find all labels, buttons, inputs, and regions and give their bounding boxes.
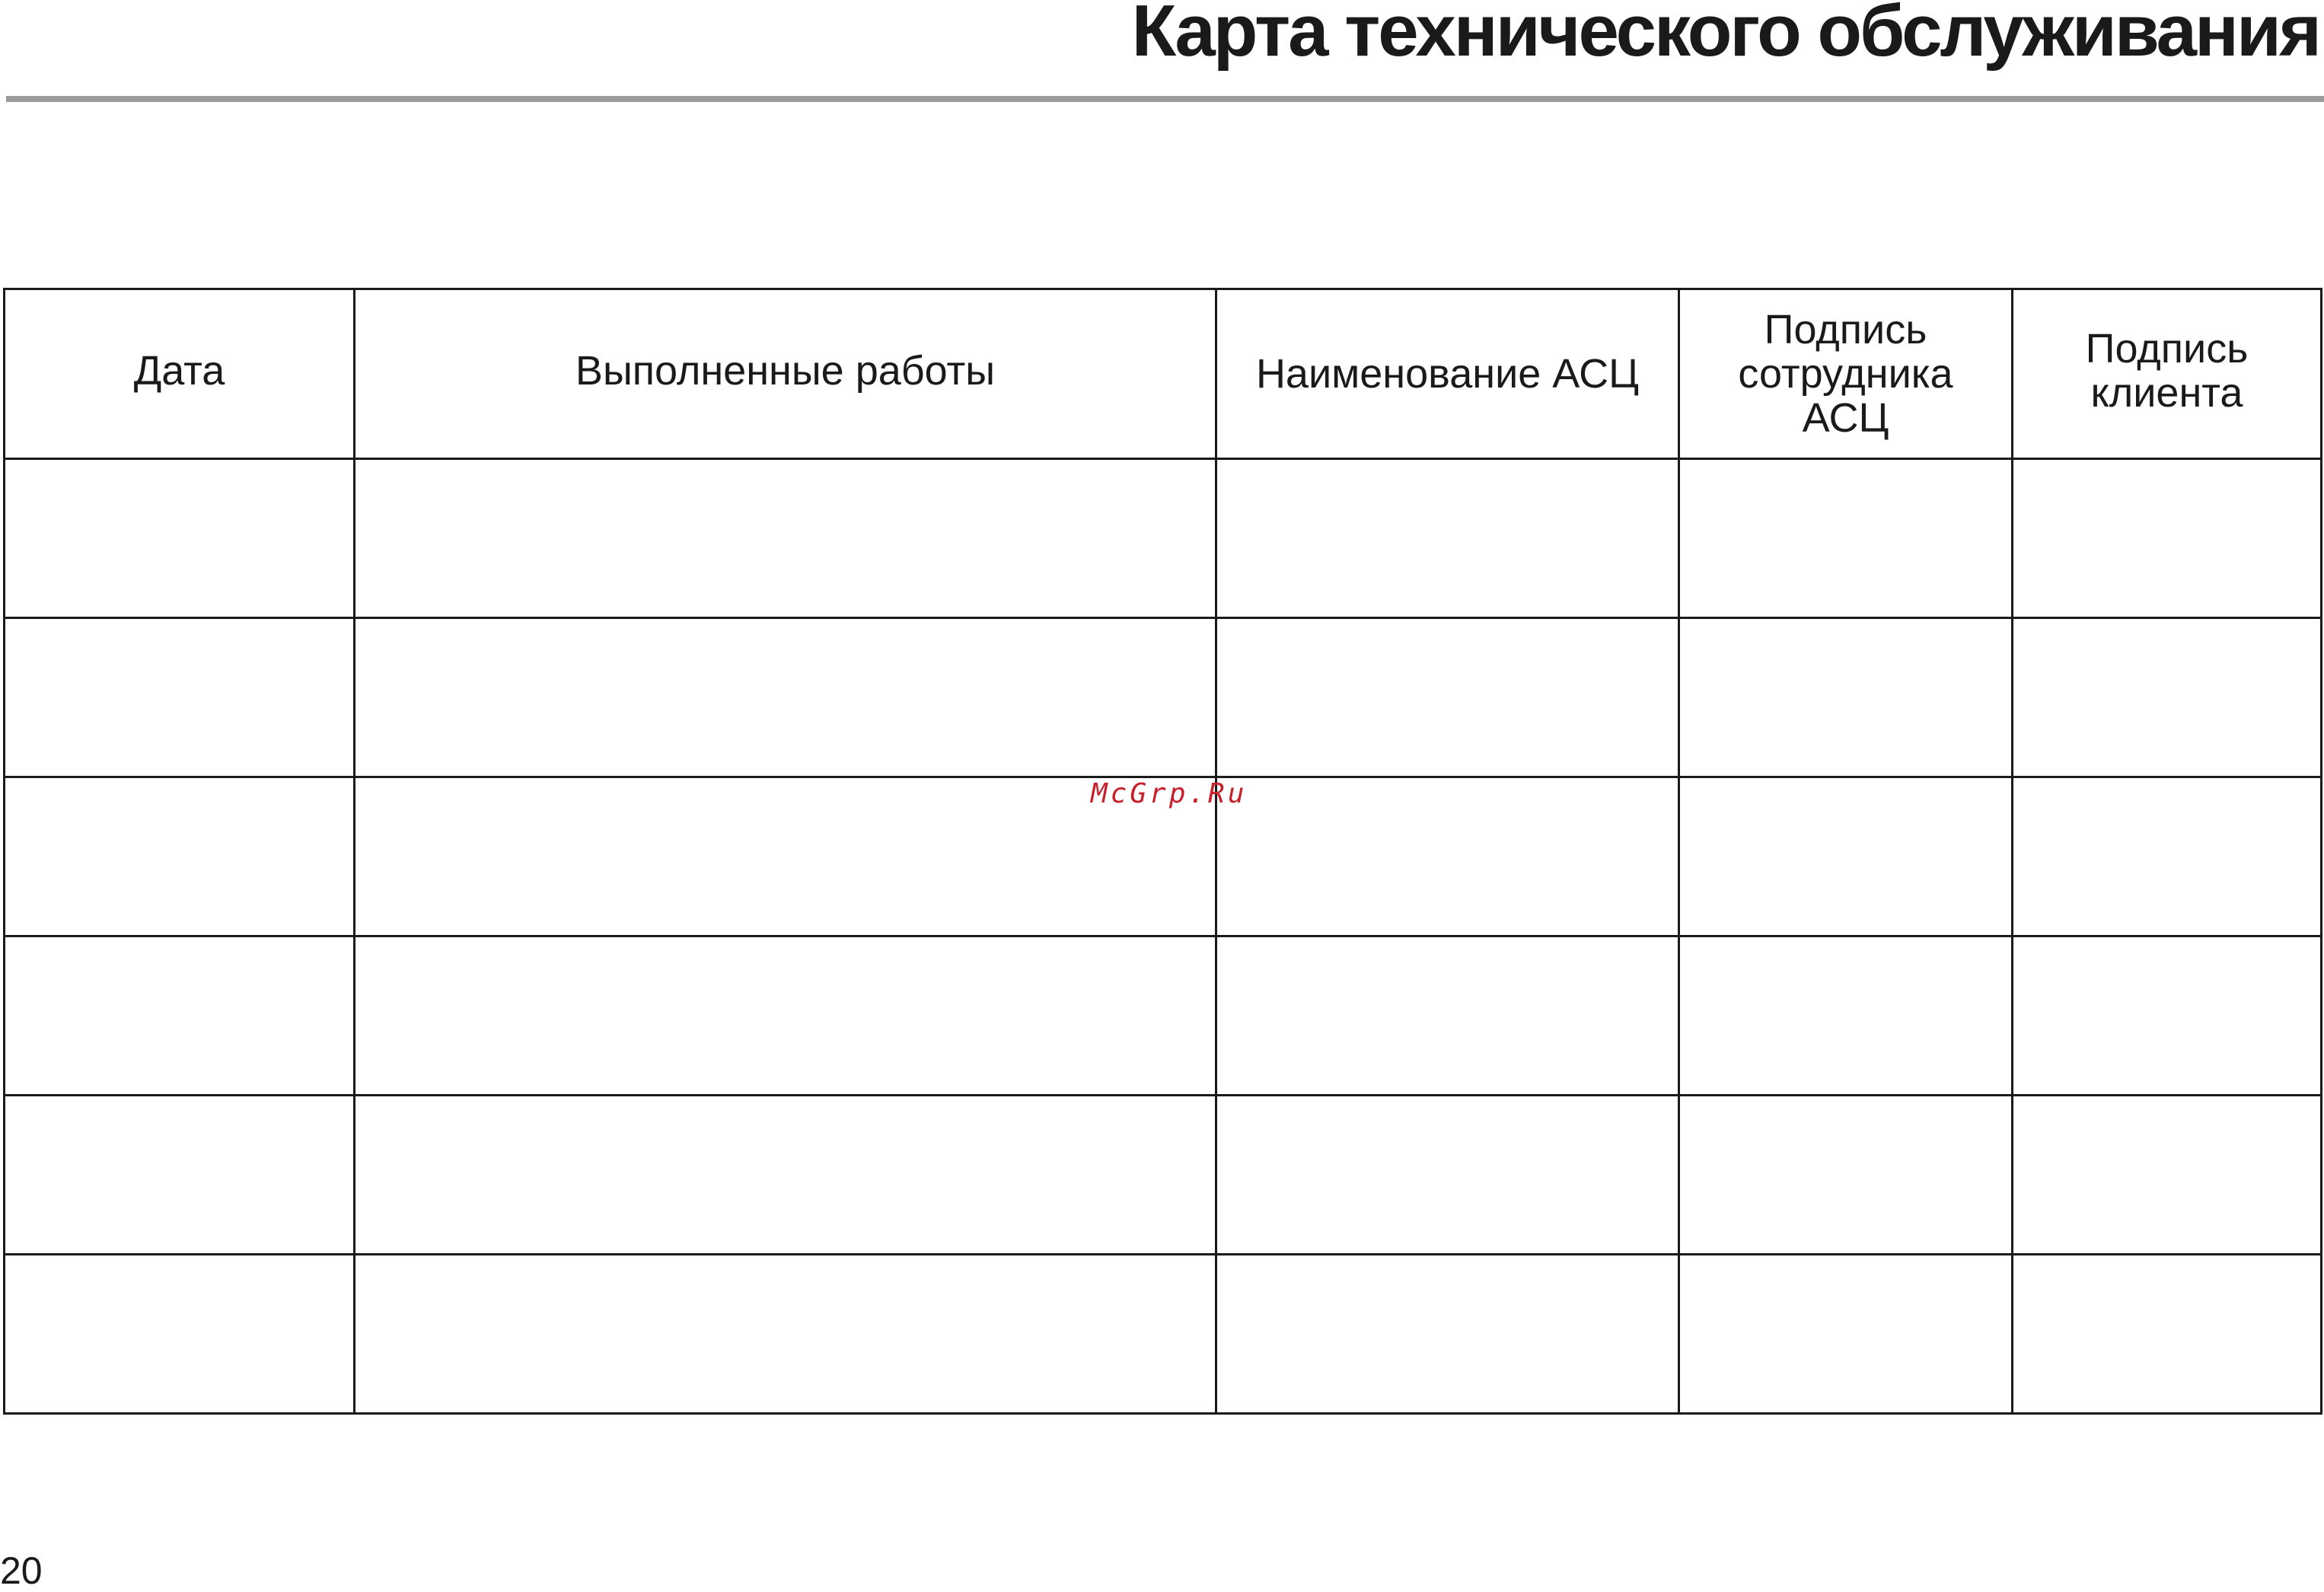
column-header-service-center-name: Наименование АСЦ (1216, 289, 1679, 459)
client-signature-cell[interactable] (2013, 936, 2322, 1096)
staff-signature-cell[interactable] (1679, 936, 2013, 1096)
column-header-date: Дата (5, 289, 355, 459)
work-done-cell[interactable] (355, 1096, 1216, 1255)
date-cell[interactable] (5, 459, 355, 618)
date-cell[interactable] (5, 618, 355, 777)
service-center-name-cell[interactable] (1216, 459, 1679, 618)
date-cell[interactable] (5, 1255, 355, 1414)
work-done-cell[interactable] (355, 777, 1216, 936)
table-row (5, 936, 2322, 1096)
table-row (5, 618, 2322, 777)
table-row (5, 1255, 2322, 1414)
staff-signature-cell[interactable] (1679, 1096, 2013, 1255)
maintenance-log-table (3, 288, 2322, 1415)
title-divider (6, 96, 2324, 102)
column-header-work-done: Выполненные работы (355, 289, 1216, 459)
column-header-client-signature: Подпись клиента (2013, 289, 2322, 459)
date-cell[interactable] (5, 777, 355, 936)
page-number: 20 (0, 1549, 43, 1592)
date-cell[interactable] (5, 936, 355, 1096)
client-signature-cell[interactable] (2013, 618, 2322, 777)
watermark: McGrp.Ru (1091, 778, 1248, 809)
page-title: Карта технического обслуживания (1131, 0, 2319, 72)
client-signature-cell[interactable] (2013, 1096, 2322, 1255)
client-signature-cell[interactable] (2013, 1255, 2322, 1414)
service-center-name-cell[interactable] (1216, 618, 1679, 777)
service-center-name-cell[interactable] (1216, 1096, 1679, 1255)
staff-signature-cell[interactable] (1679, 777, 2013, 936)
client-signature-cell[interactable] (2013, 777, 2322, 936)
date-cell[interactable] (5, 1096, 355, 1255)
table-row (5, 459, 2322, 618)
staff-signature-cell[interactable] (1679, 1255, 2013, 1414)
column-header-staff-signature: Подпись сотрудника АСЦ (1679, 289, 2013, 459)
work-done-cell[interactable] (355, 459, 1216, 618)
service-center-name-cell[interactable] (1216, 1255, 1679, 1414)
work-done-cell[interactable] (355, 618, 1216, 777)
work-done-cell[interactable] (355, 1255, 1216, 1414)
work-done-cell[interactable] (355, 936, 1216, 1096)
table-header-row (5, 289, 2322, 459)
service-center-name-cell[interactable] (1216, 936, 1679, 1096)
service-center-name-cell[interactable] (1216, 777, 1679, 936)
table-row (5, 1096, 2322, 1255)
staff-signature-cell[interactable] (1679, 459, 2013, 618)
client-signature-cell[interactable] (2013, 459, 2322, 618)
staff-signature-cell[interactable] (1679, 618, 2013, 777)
